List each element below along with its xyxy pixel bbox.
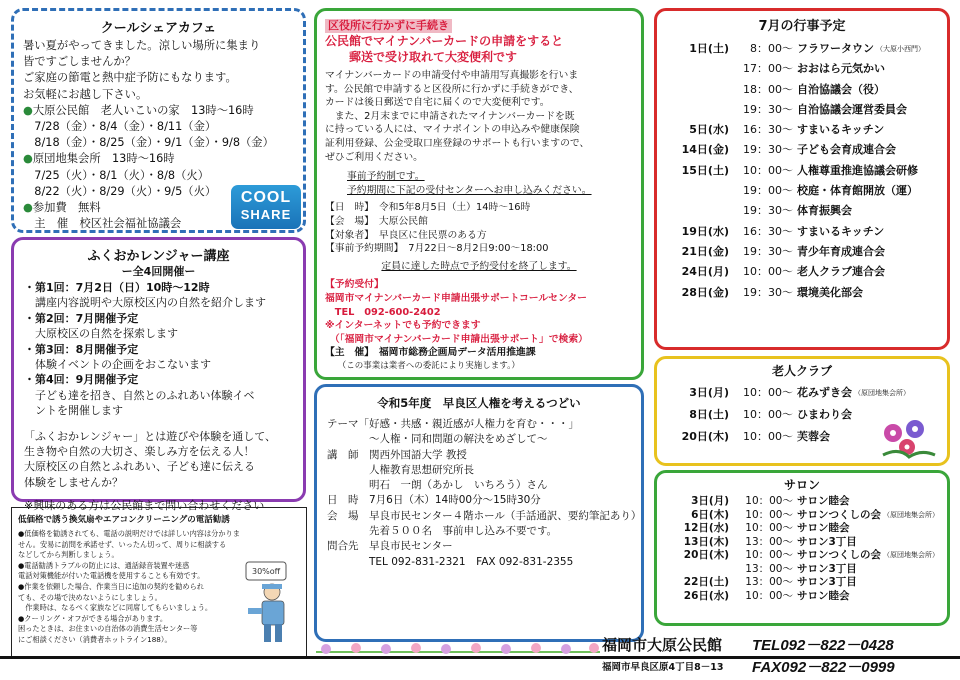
event-name: サロン3丁目	[797, 535, 857, 548]
event-row	[665, 495, 939, 509]
aircon-lines-line: せん。安易に訪問を承諾せず、いったん切って、周りに相談する	[18, 539, 227, 549]
event-date	[665, 201, 729, 221]
ranger-lines-line: 体験をしませんか？	[24, 475, 123, 489]
community-center-name: 福岡市大原公民館	[602, 636, 723, 654]
event-date: 5日(水)	[689, 123, 729, 137]
event-row	[665, 382, 939, 404]
event-date: 20日(木)	[681, 430, 729, 443]
jinken-lines-line: テーマ「好感・共感・親近感が人権力を育む・・・」	[327, 418, 579, 430]
event-name: おおはら元気かい	[797, 62, 885, 76]
cool-share-cafe-panel	[11, 8, 306, 233]
cool-share-logo	[231, 185, 301, 229]
event-name: サロン3丁目	[797, 576, 857, 588]
mynumber-heading-2: 郵送で受け取れて大変便利です	[325, 50, 518, 64]
event-name: サロン睦会	[797, 522, 850, 534]
event-time: 10：00〜	[743, 430, 793, 443]
aircon-title: 低価格で誘う換気扇やエアコンクリーニングの電話勧誘	[18, 515, 230, 525]
cool-logo-top: COOL	[240, 189, 292, 206]
event-date: 1日(土)	[689, 42, 729, 55]
event-name: すまいるキッチン	[797, 123, 885, 137]
event-name: すまいるキッチン	[797, 224, 885, 238]
cafe-lines-line: 8/22（火）・8/29（火）・9/5（火）	[23, 184, 217, 198]
jinken-text	[327, 417, 642, 570]
event-row	[665, 283, 939, 303]
event-time: 10：00〜	[745, 589, 793, 602]
mynumber-body	[325, 69, 633, 164]
event-name: ひまわり会	[797, 408, 852, 421]
ranger-lines-line: ・第1回：7月2日（日）10時〜12時	[24, 281, 210, 294]
event-time: 10：00〜	[743, 163, 793, 177]
senior-club-panel	[654, 356, 950, 466]
event-row	[665, 576, 939, 590]
cafe-lines-line: 7/28（金）・8/4（金）・8/11（金）	[23, 120, 217, 134]
jinken-lines-line: 〜人権・同和問題の解決をめざして〜	[327, 433, 548, 446]
ranger-lines-line: 大原校区の自然とふれあい、子ども達に伝える	[24, 460, 255, 474]
capacity-note: 定員に達した時点で予約受付を終了します。	[381, 260, 577, 272]
ranger-lines-line: ・第2回：7月開催予定	[24, 311, 139, 325]
event-name: フラワータウン	[797, 42, 874, 55]
footer	[600, 628, 960, 680]
event-row	[665, 536, 939, 550]
event-row	[665, 161, 939, 181]
human-rights-gathering-panel	[314, 384, 644, 642]
reservation-note-1: 事前予約制です。	[347, 171, 425, 183]
event-time: 10：00〜	[743, 386, 793, 399]
event-date: 15日(土)	[681, 163, 729, 177]
ranger-lines-line: 大原校区の自然を探索します	[24, 327, 178, 341]
cafe-lines-line: ご家庭の節電と熱中症予防にもなります。	[23, 71, 237, 85]
event-row	[665, 140, 939, 160]
mn-details-line: 【会 場】 大原公民館	[325, 215, 428, 227]
event-time: 10：00〜	[745, 549, 793, 561]
event-note: （原団地集会所）	[883, 551, 939, 559]
jinken-lines-line: 明石 一朗（あかし いちろう）さん	[327, 479, 548, 492]
event-name: サロン睦会	[797, 589, 850, 602]
event-date	[665, 181, 729, 201]
event-date: 8日(土)	[689, 408, 729, 421]
event-date: 14日(金)	[681, 143, 729, 157]
event-name: 人権尊重推進協議会研修	[797, 163, 918, 177]
jinken-lines-line: 日 時 7月6日（木）14時00分〜15時30分	[327, 494, 541, 507]
cafe-lines-line: 主 催 校区社会福祉協議会	[23, 217, 182, 231]
event-date	[665, 563, 729, 577]
event-row	[665, 549, 939, 563]
event-date: 21日(金)	[681, 244, 729, 258]
mynumber-details	[325, 201, 633, 255]
event-time: 10：00〜	[745, 522, 793, 534]
event-time: 10：00〜	[745, 495, 793, 507]
cafe-lines-line: ●参加費 無料	[23, 201, 101, 215]
event-time: 8：00〜	[750, 42, 793, 55]
event-date: 6日(木)	[691, 508, 729, 521]
event-row	[665, 120, 939, 140]
event-name: 自治協議会運営委員会	[797, 102, 907, 116]
event-name: 芙蓉会	[797, 430, 830, 443]
ranger-lines-line: 講座内容説明や大原校区内の自然を紹介します	[24, 296, 266, 310]
mn-red-line: 福岡市マイナンバーカード申請出張サポートコールセンター	[325, 292, 587, 304]
event-time: 19：30〜	[743, 102, 793, 116]
ranger-title: ふくおかレンジャー講座	[87, 249, 230, 264]
mn-red-line: ※インターネットでも予約できます	[325, 320, 481, 332]
mn-body-line: また、2月末までに申請されたマイナンバーカードを既	[325, 110, 575, 122]
mn-body-line: ぜひご利用ください。	[325, 151, 423, 163]
morning-glory-icon	[879, 417, 939, 461]
ranger-lines-line: 子ども達を招き、自然とのふれあい体験イベ	[24, 388, 255, 402]
jinken-lines-line: TEL 092-831-2321 FAX 092-831-2355	[327, 555, 574, 568]
mn-red-line: 【予約受付】	[325, 279, 384, 291]
july-title: 7月の行事予定	[758, 19, 846, 34]
event-date	[665, 59, 729, 79]
event-time: 10：00〜	[743, 265, 793, 279]
event-row	[665, 242, 939, 262]
event-date: 26日(水)	[683, 589, 729, 602]
july-events-panel	[654, 8, 950, 350]
event-time: 19：30〜	[743, 204, 793, 218]
event-time: 13：00〜	[745, 535, 793, 548]
event-row	[665, 563, 939, 577]
footer-tel: TEL092－822－0428	[752, 637, 894, 654]
event-date: 3日(月)	[691, 495, 729, 507]
bullet-icon: ●	[23, 103, 33, 117]
event-date: 19日(水)	[681, 224, 729, 238]
mn-red-line: TEL 092-600-2402	[325, 306, 441, 318]
event-time: 16：30〜	[743, 224, 793, 238]
event-time: 19：00〜	[743, 184, 793, 198]
event-time: 17：00〜	[743, 62, 793, 76]
event-time: 19：30〜	[743, 285, 793, 299]
event-date	[665, 80, 729, 100]
ranger-lines-line: ントを開催します	[24, 404, 123, 418]
event-date: 13日(木)	[683, 535, 729, 548]
salon-panel	[654, 470, 950, 626]
july-event-list	[665, 39, 939, 303]
aircon-lines-line: にご相談ください（消費者ホットライン188）。	[18, 634, 172, 644]
event-date: 24日(月)	[681, 265, 729, 279]
mn-body-line: す。公民館で申請すると区役所に行かずに手続きができ、	[325, 83, 579, 95]
mn-body-line: 証利用登録、公金受取口座登録のサポートも行いますので、	[325, 137, 590, 149]
mn-details-line: 【対象者】 早良区に住民票のある方	[325, 229, 487, 241]
bullet-icon: ●	[23, 201, 33, 215]
cafe-lines-line: お気軽にお越し下さい。	[23, 87, 148, 101]
event-name: 校庭・体育館開放（運）	[797, 184, 918, 198]
event-time: 16：30〜	[743, 123, 793, 137]
flower-border-decoration	[316, 642, 600, 656]
aircon-lines-line: ●電話勧誘トラブルの防止には、通話録音装置や迷惑	[18, 560, 190, 570]
salon-event-list	[665, 495, 939, 603]
event-row	[665, 522, 939, 536]
event-date: 28日(金)	[681, 285, 729, 299]
cafe-lines-line: ●大原公民館 老人いこいの家 13時〜16時	[23, 103, 254, 117]
mynumber-heading-1: 公民館でマイナンバーカードの申請をすると	[325, 34, 564, 48]
jinken-lines-line: 先着５００名 事前申し込み不要です。	[327, 525, 558, 538]
jinken-title: 令和5年度 早良区人権を考えるつどい	[377, 396, 581, 410]
mn-details-line: 【日 時】 令和5年8月5日（土）14時〜16時	[325, 202, 531, 214]
event-time: 10：00〜	[743, 408, 793, 421]
ranger-lines-line: ・第3回：8月開催予定	[24, 342, 139, 356]
event-row	[665, 39, 939, 59]
mn-red-line: （「福岡市マイナンバーカード申請出張サポート」で検索）	[325, 333, 588, 345]
aircon-lines-line: ても、その場で決めないようにしましょう。	[18, 592, 162, 602]
event-name: サロンつくしの会	[797, 508, 881, 521]
event-time: 13：00〜	[745, 576, 793, 588]
aircon-lines-line: 電話対策機能が付いた電話機を使用することも有効です。	[18, 571, 205, 581]
mynumber-tag: 区役所に行かずに手続き	[325, 19, 452, 33]
footer-fax: FAX092－822－0999	[752, 659, 895, 676]
aircon-lines-line: などしてから判断しましょう。	[18, 550, 119, 560]
event-name: サロンつくしの会	[797, 549, 881, 561]
event-time: 19：30〜	[743, 244, 793, 258]
jinken-lines-line: 問合先 早良市民センター	[327, 540, 453, 553]
aircon-lines-line: 困ったときは、お住まいの自治体の消費生活センター等	[18, 624, 198, 634]
cafe-lines-line: 暑い夏がやってきました。涼しい場所に集まり	[23, 39, 261, 52]
event-note: （大原小西門）	[876, 45, 925, 53]
event-name: 老人クラブ連合会	[797, 265, 885, 279]
fukuoka-ranger-panel	[11, 237, 306, 513]
event-name: 環境美化部会	[797, 285, 863, 299]
event-time: 18：00〜	[743, 82, 793, 96]
ranger-lines-line: 「ふくおかレンジャー」とは遊びや体験を通して、	[24, 429, 277, 443]
mynumber-sponsor-note: （この事業は業者への委託により実施します。）	[325, 360, 520, 371]
mynumber-sponsor: 【主 催】 福岡市総務企画局データ活用推進課	[325, 347, 536, 359]
mynumber-reservation-contact	[325, 278, 633, 346]
worker-illustration	[242, 558, 302, 646]
ranger-subtitle: ー全4回開催ー	[121, 265, 196, 278]
event-name: 体育振興会	[797, 204, 852, 218]
event-time: 10：00〜	[745, 508, 793, 521]
cafe-lines-line: 8/18（金）・8/25（金）・9/1（金）・9/8（金）	[23, 136, 274, 150]
event-name: サロン睦会	[797, 495, 850, 507]
ranger-lines-line: 体験イベントの企画をおこないます	[24, 358, 211, 372]
event-date: 22日(土)	[683, 576, 729, 588]
cafe-lines-line: ●原団地集会所 13時〜16時	[23, 152, 175, 166]
event-row	[665, 181, 939, 201]
event-row	[665, 100, 939, 120]
event-name: 子ども会育成連合会	[797, 143, 896, 157]
ranger-lines-line: ・第4回：9月開催予定	[24, 373, 139, 387]
event-row	[665, 509, 939, 523]
event-name: 自治協議会（役）	[797, 82, 885, 96]
event-time: 19：30〜	[743, 143, 793, 157]
club-title: 老人クラブ	[771, 364, 832, 378]
event-note: （原団地集会所）	[854, 389, 910, 397]
bullet-icon: ●	[23, 152, 33, 166]
aircon-lines-line: ●作業を依頼した場合、作業当日に追加の契約を勧められ	[18, 581, 204, 591]
salon-title: サロン	[783, 478, 820, 492]
event-name: サロン3丁目	[797, 562, 857, 575]
event-row	[665, 222, 939, 242]
cafe-title: クールシェアカフェ	[100, 21, 217, 36]
aircon-lines-line: ●低価格を勧誘されても、電話の説明だけでは詳しい内容は分かりま	[18, 529, 240, 538]
cool-logo-bottom: SHARE	[240, 207, 292, 222]
event-name: 花みずき会	[797, 386, 852, 399]
event-date	[665, 100, 729, 120]
ranger-text	[24, 280, 293, 514]
reservation-note-2: 予約期間に下記の受付センターへお申し込みください。	[347, 184, 592, 196]
cafe-lines-line: 皆ですごしませんか？	[23, 55, 136, 69]
cafe-lines-line: 7/25（火）・8/1（火）・8/8（火）	[23, 168, 209, 182]
event-row	[665, 201, 939, 221]
event-date: 12日(水)	[683, 522, 729, 534]
phone-solicitation-warning	[11, 507, 307, 657]
event-row	[665, 59, 939, 79]
event-date: 3日(月)	[689, 386, 729, 399]
jinken-lines-line: 会 場 早良市民センター４階ホール（手話通訳、要約筆記あり）	[327, 509, 642, 522]
aircon-lines-line: 作業時は、なるべく家族などに同席してもらいましょう。	[18, 603, 213, 613]
jinken-lines-line: 講 師 関西外国語大学 教授	[327, 448, 467, 461]
event-date: 20日(木)	[683, 549, 729, 561]
ranger-lines-line: 生き物や自然の大切さ、楽しみ方を伝える人！	[24, 445, 255, 459]
ranger-lines-line: ※興味のある方は公民館まで問い合わせください	[24, 499, 265, 513]
mn-details-line: 【事前予約期間】 7月22日〜8月2日9:00〜18:00	[325, 243, 549, 255]
event-note: （原団地集会所）	[883, 510, 939, 519]
mn-body-line: カードは後日郵送で自宅に届くので大変便利です。	[325, 97, 550, 109]
mn-body-line: に持っている人には、マイナポイントの申込みや健康保険	[325, 124, 580, 136]
event-row	[665, 262, 939, 282]
event-time: 13：00〜	[745, 562, 793, 575]
footer-address: 福岡市早良区原4丁目8－13	[602, 662, 724, 673]
sale-sign-text: 30%off	[252, 567, 281, 576]
aircon-lines-line: ●クーリング・オフができる場合があります。	[18, 613, 168, 623]
event-row	[665, 590, 939, 604]
event-row	[665, 80, 939, 100]
event-name: 青少年育成連合会	[797, 244, 885, 258]
jinken-lines-line: 人権教育思想研究所長	[327, 463, 474, 476]
my-number-card-panel	[314, 8, 644, 380]
mn-body-line: マイナンバーカードの申請受付や申請用写真撮影を行いま	[325, 70, 579, 81]
